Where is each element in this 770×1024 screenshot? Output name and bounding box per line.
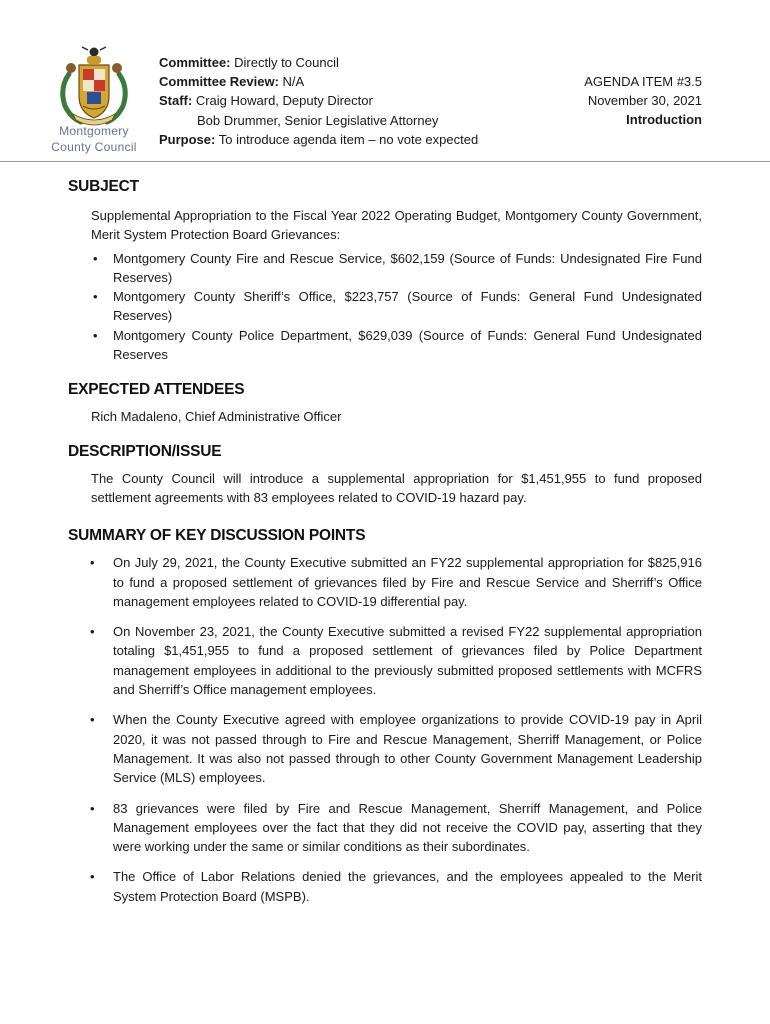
summary-item-text: 83 grievances were filed by Fire and Rescue Management, Sherriff Management, and Police Management employees over the fact that they did not receive the COVID pay, asserting that they were working under the same or similar conditions as their subordinates. — [113, 800, 702, 855]
summary-item — [68, 799, 702, 857]
bullet-icon: • — [90, 712, 95, 728]
description-heading: DESCRIPTION/ISSUE — [68, 442, 222, 460]
staff-row — [159, 91, 478, 110]
summary-section — [68, 527, 702, 906]
document-body — [68, 178, 702, 917]
attendees-section — [68, 381, 702, 426]
document-header — [0, 0, 770, 162]
summary-item-text: The Office of Labor Relations denied the grievances, and the employees appealed to the Merit System Protection Board (MSPB). — [113, 869, 702, 904]
summary-heading: SUMMARY OF KEY DISCUSSION POINTS — [68, 527, 366, 545]
summary-item-text: On November 23, 2021, the County Executive submitted a revised FY22 supplemental appropriation totaling $1,451,955 to fund a proposed settlement of grievances filed by Police Department management employees in additional to the previously submitted proposed settlements with MCFRS and Sherriff’s Office management employees. — [113, 624, 702, 698]
summary-item — [68, 867, 702, 906]
attendees-heading: EXPECTED ATTENDEES — [68, 381, 245, 399]
subject-item-text: Montgomery County Sheriff’s Office, $223,757 (Source of Funds: General Fund Undesignated Reserves) — [113, 289, 702, 324]
purpose-value: To introduce agenda item – no vote expected — [215, 131, 479, 147]
summary-item-text: When the County Executive agreed with employee organizations to provide COVID-19 pay in April 2020, it was not passed through to Fire and Rescue Management, Sherriff Management, or Police Management. It was also not passed through to other County Government Management Leadership Service (MLS) employees. — [113, 712, 702, 786]
subject-item — [68, 287, 702, 326]
bullet-icon: • — [90, 624, 95, 640]
bullet-icon: • — [90, 869, 95, 885]
council-name — [40, 123, 148, 155]
bullet-icon: • — [93, 250, 98, 266]
bullet-icon: • — [90, 800, 95, 816]
description-section — [68, 443, 702, 508]
subject-section — [68, 178, 702, 364]
description-text: The County Council will introduce a supplemental appropriation for $1,451,955 to fund proposed settlement agreements with 83 employees related to COVID-19 hazard pay. — [91, 470, 702, 505]
bullet-icon: • — [93, 289, 98, 305]
staff-row-2: Bob Drummer, Senior Legislative Attorney — [197, 112, 439, 128]
subject-text: Supplemental Appropriation to the Fiscal Year 2022 Operating Budget, Montgomery County Government, Merit System Protection Board Grievances: — [91, 208, 702, 243]
agenda-info — [584, 72, 702, 130]
subject-item — [68, 249, 702, 288]
summary-item — [68, 553, 702, 611]
committee-review-row — [159, 72, 478, 91]
staff-value: Craig Howard, Deputy Director — [192, 93, 373, 109]
council-name-line1: Montgomery — [59, 124, 129, 138]
subject-list — [68, 249, 702, 365]
subject-item-text: Montgomery County Fire and Rescue Service, $602,159 (Source of Funds: Undesignated Fire Fund Reserves) — [113, 250, 702, 285]
committee-review-label: Committee Review: — [159, 74, 279, 90]
agenda-item-number: AGENDA ITEM #3.5 — [584, 74, 702, 89]
agenda-type: Introduction — [626, 112, 702, 128]
committee-row — [159, 53, 478, 72]
summary-list — [68, 553, 702, 906]
summary-item — [68, 710, 702, 787]
committee-meta — [159, 53, 478, 149]
subject-item-text: Montgomery County Police Department, $629,039 (Source of Funds: General Fund Undesignated Reserves — [113, 327, 702, 363]
purpose-row — [159, 130, 478, 149]
county-seal-icon — [57, 44, 131, 126]
summary-item-text: On July 29, 2021, the County Executive submitted an FY22 supplemental appropriation for $825,916 to fund a proposed settlement of grievances filed by Fire and Rescue Service and Sherriff’s Office management employees related to COVID-19 differential pay. — [113, 555, 702, 609]
header-divider — [0, 161, 770, 162]
staff-label: Staff: — [159, 93, 193, 109]
committee-value: Directly to Council — [230, 55, 339, 70]
council-name-line2: County Council — [51, 140, 137, 154]
committee-review-value: N/A — [278, 74, 305, 90]
bullet-icon: • — [93, 327, 98, 343]
subject-item — [68, 326, 702, 365]
attendees-text: Rich Madaleno, Chief Administrative Officer — [91, 409, 342, 425]
purpose-label: Purpose: — [159, 131, 216, 147]
subject-heading: SUBJECT — [68, 178, 139, 195]
committee-label: Committee: — [159, 55, 231, 70]
summary-item — [68, 622, 702, 699]
bullet-icon: • — [90, 555, 95, 571]
agenda-date: November 30, 2021 — [587, 93, 702, 109]
